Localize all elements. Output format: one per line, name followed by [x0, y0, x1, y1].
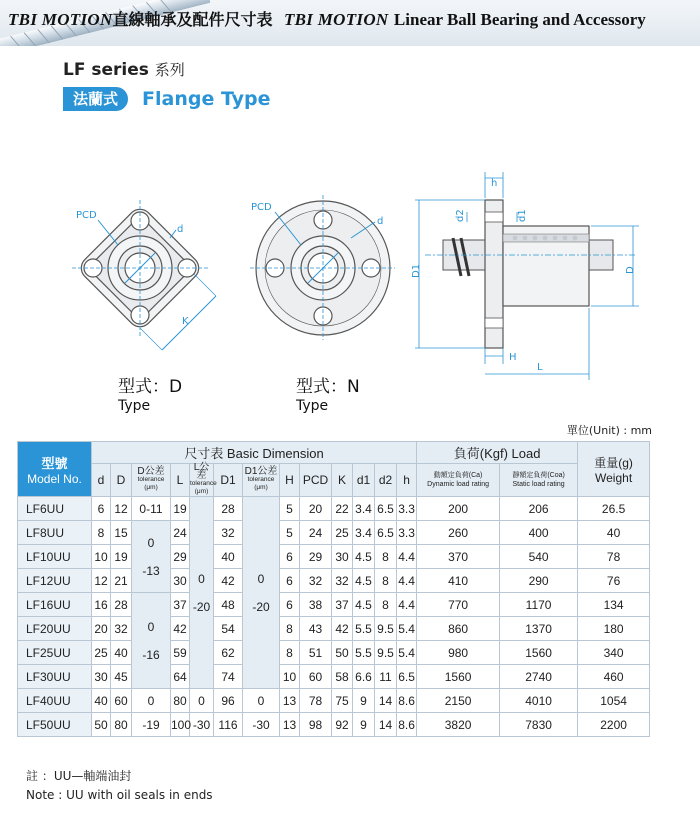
cell-d2: 11: [375, 665, 397, 689]
cell-K: 25: [332, 521, 353, 545]
cell-weight: 26.5: [578, 497, 650, 521]
cell-ca: 2150: [417, 689, 500, 713]
cell-weight: 134: [578, 593, 650, 617]
weight-header-en: Weight: [595, 470, 633, 485]
side-D-label: D: [625, 266, 636, 274]
cell-K: 50: [332, 641, 353, 665]
brand-name: TBI MOTION: [8, 10, 113, 29]
cell-D: 19: [111, 545, 132, 569]
cell-ca: 980: [417, 641, 500, 665]
cell-d2: 9.5: [375, 617, 397, 641]
cell-D1-tol: 0: [243, 689, 280, 713]
cell-H: 6: [280, 593, 300, 617]
cell-K: 37: [332, 593, 353, 617]
cell-D: 80: [111, 713, 132, 737]
d1-tol-lower: -20: [252, 599, 270, 614]
cell-coa: 290: [500, 569, 578, 593]
cell-model: LF50UU: [18, 713, 92, 737]
cell-D1: 42: [214, 569, 243, 593]
banner-title: [8, 7, 646, 30]
cell-K: 42: [332, 617, 353, 641]
cell-d: 25: [92, 641, 111, 665]
cell-d2: 14: [375, 689, 397, 713]
cell-weight: 78: [578, 545, 650, 569]
cell-D: 15: [111, 521, 132, 545]
d-diameter-label: d: [177, 224, 184, 235]
cell-K: 32: [332, 569, 353, 593]
series-title: [63, 59, 185, 80]
cell-h: 5.4: [397, 617, 417, 641]
cell-d2: 6.5: [375, 497, 397, 521]
cell-coa: 4010: [500, 689, 578, 713]
table-row: [18, 521, 650, 545]
cell-PCD: 32: [300, 569, 332, 593]
col-L-tol-3: (μm): [194, 488, 209, 495]
cell-D1: 96: [214, 689, 243, 713]
cell-d1: 5.5: [353, 641, 375, 665]
n-diameter-label: d: [377, 216, 384, 227]
d-pcd-label: PCD: [76, 210, 97, 221]
cell-coa: 1560: [500, 641, 578, 665]
d1-tol-upper: 0: [257, 571, 265, 586]
cell-coa: 540: [500, 545, 578, 569]
table-row: [18, 497, 650, 521]
type-label-en: Flange Type: [142, 88, 271, 110]
cell-H: 6: [280, 569, 300, 593]
col-L-tol-1: L公差: [193, 462, 210, 481]
cell-D1: 48: [214, 593, 243, 617]
type-heading: [63, 87, 271, 111]
cell-h: 6.5: [397, 665, 417, 689]
cell-weight: 76: [578, 569, 650, 593]
d-type-label: 型式：D: [118, 377, 183, 397]
cell-model: LF30UU: [18, 665, 92, 689]
col-L: L: [171, 464, 190, 497]
table-row: [18, 593, 650, 617]
col-d2: d2: [375, 464, 397, 497]
cell-D-tol: 0: [132, 689, 171, 713]
col-D: D: [111, 464, 132, 497]
cell-D1: 40: [214, 545, 243, 569]
d-tol-upper-1: 0: [147, 535, 155, 550]
cell-d: 6: [92, 497, 111, 521]
cell-K: 75: [332, 689, 353, 713]
d-type-sublabel: Type: [118, 398, 151, 414]
cell-ca: 200: [417, 497, 500, 521]
cell-d: 12: [92, 569, 111, 593]
cell-H: 5: [280, 497, 300, 521]
cell-H: 13: [280, 713, 300, 737]
weight-header-cn: 重量(g): [594, 455, 633, 470]
d-type-caption: [118, 372, 182, 414]
side-d1-label: d1: [517, 209, 528, 222]
cell-d1: 5.5: [353, 617, 375, 641]
cell-K: 58: [332, 665, 353, 689]
cell-h: 8.6: [397, 713, 417, 737]
cell-weight: 460: [578, 665, 650, 689]
cell-d: 8: [92, 521, 111, 545]
banner-title-cn: 直線軸承及配件尺寸表: [112, 10, 273, 29]
cell-D: 12: [111, 497, 132, 521]
cell-D-tol: 0-11: [132, 497, 171, 521]
cell-d: 30: [92, 665, 111, 689]
cell-PCD: 20: [300, 497, 332, 521]
spec-table: [17, 441, 650, 737]
series-name: LF series: [63, 60, 149, 80]
col-dynamic-load: [417, 464, 500, 497]
side-D1-label: D1: [411, 263, 422, 278]
cell-coa: 400: [500, 521, 578, 545]
cell-L: 59: [171, 641, 190, 665]
cell-model: LF10UU: [18, 545, 92, 569]
cell-D: 32: [111, 617, 132, 641]
l-tol-lower: -20: [192, 599, 211, 614]
col-d1: d1: [353, 464, 375, 497]
cell-d1: 4.5: [353, 593, 375, 617]
model-header-cn: 型號: [41, 455, 68, 471]
cell-d2: 8: [375, 569, 397, 593]
header-banner: [0, 0, 700, 46]
cell-H: 5: [280, 521, 300, 545]
cell-model: LF8UU: [18, 521, 92, 545]
col-L-tolerance: [190, 462, 217, 497]
cell-d1: 3.4: [353, 497, 375, 521]
cell-h: 8.6: [397, 689, 417, 713]
cell-ca: 860: [417, 617, 500, 641]
cell-d1: 4.5: [353, 569, 375, 593]
col-dynamic-load-en: Dynamic load rating: [427, 481, 490, 488]
d-k-label: K: [182, 316, 189, 327]
cell-model: LF6UU: [18, 497, 92, 521]
cell-D-tol: -19: [132, 713, 171, 737]
unit-label: 單位(Unit) : mm: [566, 424, 652, 437]
series-name-cn: 系列: [154, 61, 185, 79]
col-h: h: [397, 464, 417, 497]
col-D1: D1: [214, 464, 243, 497]
cell-L-tol: -30: [190, 713, 214, 737]
cell-PCD: 51: [300, 641, 332, 665]
cell-PCD: 78: [300, 689, 332, 713]
cell-ca: 3820: [417, 713, 500, 737]
l-tol-upper: 0: [198, 571, 205, 586]
col-D1-tol-3: (μm): [254, 484, 268, 491]
cell-h: 5.4: [397, 641, 417, 665]
model-header-en: Model No.: [27, 471, 82, 486]
col-D1-tolerance: [243, 464, 280, 497]
col-L-tol-2: tolerance: [190, 480, 217, 487]
cell-D1-tol-group: [243, 497, 280, 689]
banner-title-en: Linear Ball Bearing and Accessory: [393, 10, 646, 29]
cell-model: LF20UU: [18, 617, 92, 641]
cell-d1: 3.4: [353, 521, 375, 545]
table-row: [18, 617, 650, 641]
cell-coa: 2740: [500, 665, 578, 689]
model-header: [18, 442, 92, 497]
cell-D: 45: [111, 665, 132, 689]
cell-d: 40: [92, 689, 111, 713]
cell-PCD: 29: [300, 545, 332, 569]
cell-weight: 40: [578, 521, 650, 545]
d-tol-lower-1: -13: [142, 563, 160, 578]
cell-L: 24: [171, 521, 190, 545]
cell-D-tol-group-1: [132, 521, 171, 593]
cell-d1: 9: [353, 713, 375, 737]
n-type-caption: [296, 372, 360, 414]
col-PCD: PCD: [300, 464, 332, 497]
d-tol-upper-2: 0: [147, 619, 155, 634]
cell-d: 20: [92, 617, 111, 641]
cell-D1: 62: [214, 641, 243, 665]
cell-D-tol-group-2: [132, 593, 171, 689]
side-H-label: H: [509, 352, 517, 363]
weight-header: [578, 442, 650, 497]
cell-L-tol-group: [190, 497, 214, 689]
cell-H: 13: [280, 689, 300, 713]
col-d: d: [92, 464, 111, 497]
cell-d2: 6.5: [375, 521, 397, 545]
notes: [26, 767, 213, 805]
cell-d: 50: [92, 713, 111, 737]
cell-h: 4.4: [397, 593, 417, 617]
cell-D1: 116: [214, 713, 243, 737]
side-L-label: L: [537, 362, 543, 373]
cell-ca: 370: [417, 545, 500, 569]
col-static-load-en: Static load rating: [512, 481, 565, 488]
cell-ca: 1560: [417, 665, 500, 689]
cell-L-tol: 0: [190, 689, 214, 713]
dimension-header: 尺寸表 Basic Dimension: [92, 442, 417, 464]
cell-PCD: 43: [300, 617, 332, 641]
table-row: [18, 545, 650, 569]
table-row: [18, 713, 650, 737]
cell-model: LF25UU: [18, 641, 92, 665]
cell-weight: 180: [578, 617, 650, 641]
cell-D: 21: [111, 569, 132, 593]
cell-d1: 6.6: [353, 665, 375, 689]
cell-h: 3.3: [397, 497, 417, 521]
col-dynamic-load-cn: 動額定負荷(Ca): [433, 472, 483, 479]
cell-coa: 1170: [500, 593, 578, 617]
cell-h: 4.4: [397, 569, 417, 593]
cell-weight: 1054: [578, 689, 650, 713]
cell-coa: 7830: [500, 713, 578, 737]
col-D-tol-3: (μm): [144, 484, 158, 491]
cell-PCD: 24: [300, 521, 332, 545]
cell-PCD: 38: [300, 593, 332, 617]
cell-L: 37: [171, 593, 190, 617]
cell-D: 60: [111, 689, 132, 713]
cell-L: 19: [171, 497, 190, 521]
col-D1-tol-2: tolerance: [247, 476, 275, 483]
table-row: [18, 569, 650, 593]
cell-model: LF40UU: [18, 689, 92, 713]
cell-ca: 770: [417, 593, 500, 617]
cell-H: 8: [280, 617, 300, 641]
cell-weight: 2200: [578, 713, 650, 737]
n-type-sublabel: Type: [296, 398, 329, 414]
col-static-load-cn: 靜額定負荷(Coa): [512, 472, 565, 479]
col-D1-tol-1: D1公差: [244, 466, 278, 477]
cell-d2: 8: [375, 545, 397, 569]
cell-H: 6: [280, 545, 300, 569]
cell-D: 40: [111, 641, 132, 665]
note-en: Note : UU with oil seals in ends: [26, 788, 213, 802]
cell-ca: 260: [417, 521, 500, 545]
load-header: 負荷(Kgf) Load: [417, 442, 578, 464]
cell-L: 80: [171, 689, 190, 713]
col-K: K: [332, 464, 353, 497]
cell-H: 8: [280, 641, 300, 665]
cell-D1: 54: [214, 617, 243, 641]
cell-PCD: 60: [300, 665, 332, 689]
cell-L: 64: [171, 665, 190, 689]
col-H: H: [280, 464, 300, 497]
cell-K: 92: [332, 713, 353, 737]
cell-PCD: 98: [300, 713, 332, 737]
cell-model: LF16UU: [18, 593, 92, 617]
cell-d: 10: [92, 545, 111, 569]
cell-H: 10: [280, 665, 300, 689]
cell-D: 28: [111, 593, 132, 617]
side-view-drawing: [405, 168, 650, 383]
cell-d2: 14: [375, 713, 397, 737]
cell-d: 16: [92, 593, 111, 617]
cell-D1: 28: [214, 497, 243, 521]
cell-weight: 340: [578, 641, 650, 665]
cell-h: 3.3: [397, 521, 417, 545]
cell-L: 42: [171, 617, 190, 641]
cell-D1: 32: [214, 521, 243, 545]
cell-K: 22: [332, 497, 353, 521]
d-tol-lower-2: -16: [142, 647, 160, 662]
cell-ca: 410: [417, 569, 500, 593]
note-cn: 註 ：UU—軸端油封: [26, 769, 132, 783]
side-d2-label: d2: [455, 209, 466, 222]
cell-L: 29: [171, 545, 190, 569]
cell-d2: 9.5: [375, 641, 397, 665]
side-h-label: h: [491, 178, 498, 189]
d-type-drawing: [62, 190, 222, 365]
cell-L: 100: [171, 713, 190, 737]
col-static-load: [500, 464, 578, 497]
n-type-drawing: [245, 190, 405, 365]
cell-model: LF12UU: [18, 569, 92, 593]
table-row: [18, 641, 650, 665]
cell-D1: 74: [214, 665, 243, 689]
col-D-tol-2: tolerance: [137, 476, 165, 483]
n-type-label: 型式：N: [296, 377, 360, 397]
cell-L: 30: [171, 569, 190, 593]
cell-d1: 9: [353, 689, 375, 713]
brand-name-2: TBI MOTION: [283, 10, 389, 29]
cell-d1: 4.5: [353, 545, 375, 569]
cell-coa: 206: [500, 497, 578, 521]
table-row: [18, 689, 650, 713]
table-row: [18, 665, 650, 689]
cell-d2: 8: [375, 593, 397, 617]
col-D-tol-1: D公差: [137, 466, 165, 477]
cell-D1-tol: -30: [243, 713, 280, 737]
col-D-tolerance: [132, 464, 171, 497]
cell-K: 30: [332, 545, 353, 569]
n-pcd-label: PCD: [251, 202, 272, 213]
type-label-cn: 法蘭式: [63, 87, 128, 111]
cell-coa: 1370: [500, 617, 578, 641]
cell-h: 4.4: [397, 545, 417, 569]
